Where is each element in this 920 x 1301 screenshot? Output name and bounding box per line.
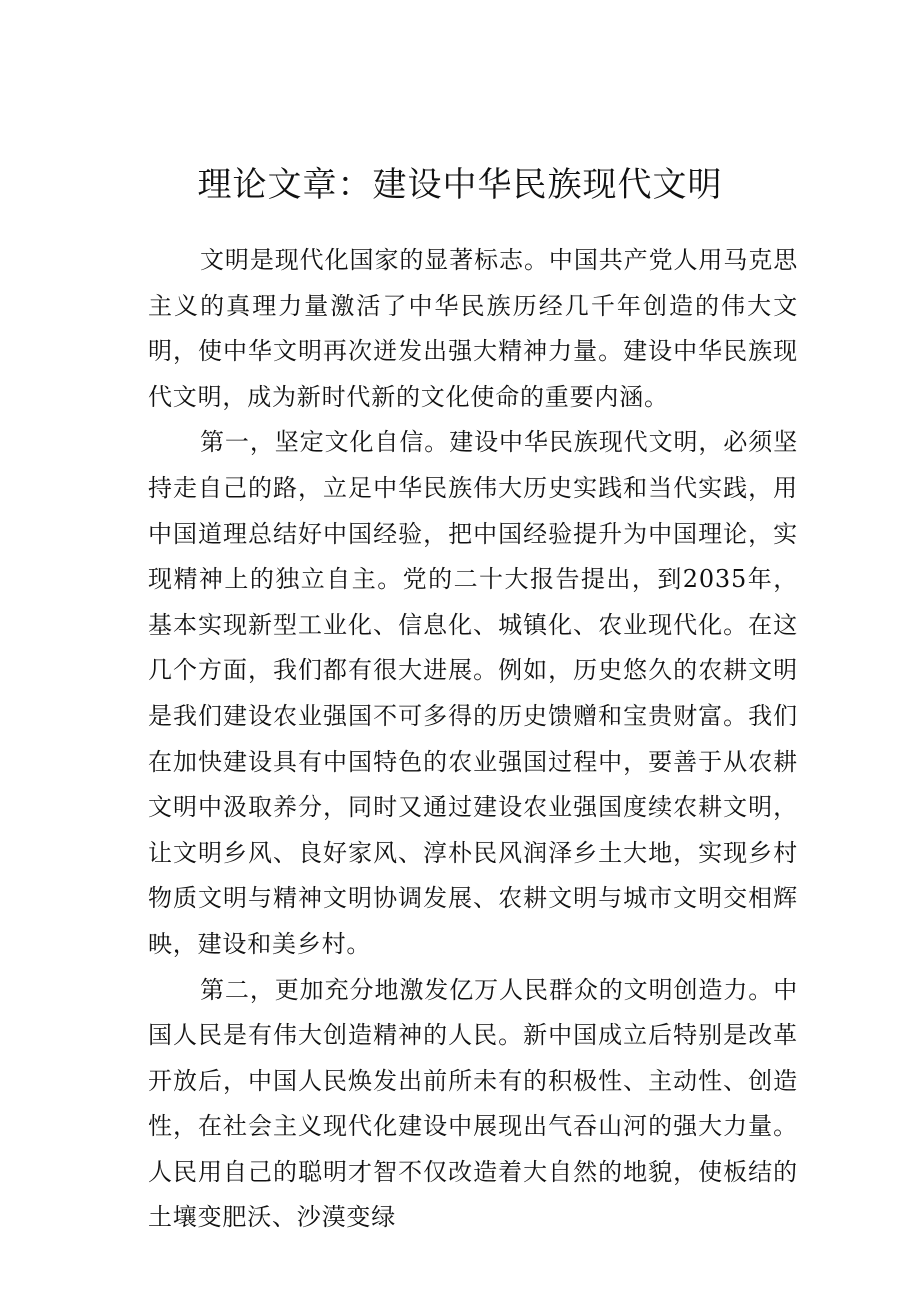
paragraph-3: 第二，更加充分地激发亿万人民群众的文明创造力。中国人民是有伟大创造精神的人民。新中国成立后特别是改革开放后，中国人民焕发出前所未有的积极性、主动性、创造性，在社会主义现代化建设中展现出气吞山河的强大力量。人民用自己的聪明才智不仅改造着大自然的地貌，使板结的土壤变肥沃、沙漠变绿 [148, 975, 798, 1232]
paragraph-1: 文明是现代化国家的显著标志。中国共产党人用马克思主义的真理力量激活了中华民族历经几千年创造的伟大文明，使中华文明再次迸发出强大精神力量。建设中华民族现代文明，成为新时代新的文化使命的重要内涵。 [148, 246, 798, 411]
paragraph-2: 第一，坚定文化自信。建设中华民族现代文明，必须坚持走自己的路，立足中华民族伟大历史实践和当代实践，用中国道理总结好中国经验，把中国经验提升为中国理论，实现精神上的独立自主。党的二十大报告提出，到2035年，基本实现新型工业化、信息化、城镇化、农业现代化。在这几个方面，我们都有很大进展。例如，历史悠久的农耕文明是我们建设农业强国不可多得的历史馈赠和宝贵财富。我们在加快建设具有中国特色的农业强国过程中，要善于从农耕文明中汲取养分，同时又通过建设农业强国度续农耕文明，让文明乡风、良好家风、淳朴民风润泽乡土大地，实现乡村物质文明与精神文明协调发展、农耕文明与城市文明交相辉映，建设和美乡村。 [148, 428, 798, 958]
document-body [148, 238, 798, 1241]
document-title: 理论文章：建设中华民族现代文明 [197, 165, 723, 205]
